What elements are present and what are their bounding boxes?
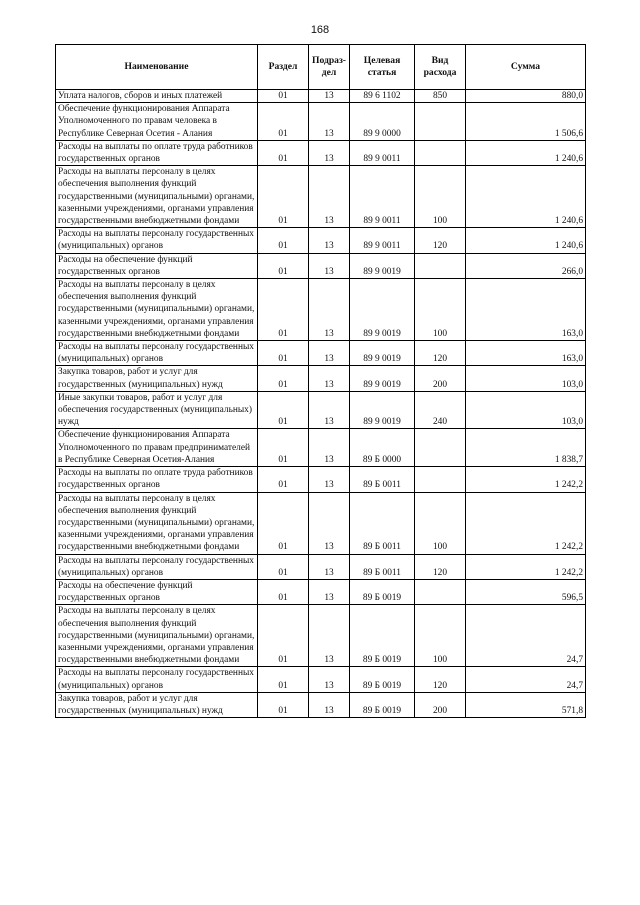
- cell-expense-type: 240: [415, 391, 466, 429]
- table-body: [56, 90, 586, 718]
- cell-subsection: 13: [309, 279, 350, 341]
- table-row: [56, 391, 586, 429]
- cell-target: 89 9 0000: [350, 103, 415, 141]
- cell-target: 89 9 0019: [350, 279, 415, 341]
- cell-name: Обеспечение функционирования Аппарата Уполномоченного по правам предпринимателей в Республике Северная Осетия-Алания: [56, 429, 258, 467]
- cell-name: Расходы на выплаты персоналу в целях обеспечения выполнения функций государственными (муниципальными) органами, казенными учреждениями, органами управления государственными внебюджетными фондами: [56, 605, 258, 667]
- cell-amount: 1 240,6: [466, 228, 586, 253]
- table-row: [56, 279, 586, 341]
- table-row: [56, 692, 586, 717]
- cell-name: Расходы на выплаты персоналу государственных (муниципальных) органов: [56, 554, 258, 579]
- cell-amount: 880,0: [466, 90, 586, 103]
- cell-expense-type: 120: [415, 554, 466, 579]
- cell-subsection: 13: [309, 253, 350, 278]
- cell-amount: 24,7: [466, 667, 586, 692]
- cell-expense-type: [415, 253, 466, 278]
- cell-subsection: 13: [309, 103, 350, 141]
- cell-amount: 24,7: [466, 605, 586, 667]
- cell-section: 01: [258, 554, 309, 579]
- cell-expense-type: [415, 429, 466, 467]
- cell-name: Расходы на выплаты персоналу государственных (муниципальных) органов: [56, 667, 258, 692]
- cell-target: 89 Б 0011: [350, 492, 415, 554]
- cell-target: 89 Б 0019: [350, 667, 415, 692]
- cell-subsection: 13: [309, 579, 350, 604]
- cell-section: 01: [258, 467, 309, 492]
- cell-name: Расходы на выплаты персоналу в целях обеспечения выполнения функций государственными (муниципальными) органами, казенными учреждениями, органами управления государственными внебюджетными фондами: [56, 166, 258, 228]
- cell-target: 89 Б 0019: [350, 692, 415, 717]
- cell-amount: 1 242,2: [466, 492, 586, 554]
- cell-expense-type: 200: [415, 366, 466, 391]
- cell-amount: 266,0: [466, 253, 586, 278]
- cell-subsection: 13: [309, 366, 350, 391]
- cell-subsection: 13: [309, 605, 350, 667]
- table-row: [56, 140, 586, 165]
- cell-subsection: 13: [309, 492, 350, 554]
- cell-subsection: 13: [309, 90, 350, 103]
- cell-target: 89 9 0019: [350, 341, 415, 366]
- cell-target: 89 9 0019: [350, 366, 415, 391]
- cell-name: Закупка товаров, работ и услуг для государственных (муниципальных) нужд: [56, 692, 258, 717]
- table-row: [56, 492, 586, 554]
- cell-target: 89 9 0011: [350, 140, 415, 165]
- cell-subsection: 13: [309, 554, 350, 579]
- table-row: [56, 366, 586, 391]
- cell-name: Закупка товаров, работ и услуг для государственных (муниципальных) нужд: [56, 366, 258, 391]
- cell-section: 01: [258, 279, 309, 341]
- cell-expense-type: [415, 579, 466, 604]
- cell-name: Обеспечение функционирования Аппарата Уполномоченного по правам человека в Республике Северная Осетия - Алания: [56, 103, 258, 141]
- cell-subsection: 13: [309, 692, 350, 717]
- cell-name: Уплата налогов, сборов и иных платежей: [56, 90, 258, 103]
- cell-expense-type: 100: [415, 279, 466, 341]
- cell-amount: 1 242,2: [466, 467, 586, 492]
- cell-expense-type: 100: [415, 492, 466, 554]
- table-row: [56, 467, 586, 492]
- cell-target: 89 Б 0011: [350, 467, 415, 492]
- table-row: [56, 554, 586, 579]
- cell-expense-type: [415, 467, 466, 492]
- cell-amount: 103,0: [466, 391, 586, 429]
- header-subsection: Подраз-дел: [309, 45, 350, 90]
- cell-name: Расходы на выплаты персоналу в целях обеспечения выполнения функций государственными (муниципальными) органами, казенными учреждениями, органами управления государственными внебюджетными фондами: [56, 492, 258, 554]
- cell-expense-type: [415, 140, 466, 165]
- cell-target: 89 Б 0011: [350, 554, 415, 579]
- header-target: Целевая статья: [350, 45, 415, 90]
- cell-target: 89 9 0011: [350, 228, 415, 253]
- cell-expense-type: [415, 103, 466, 141]
- cell-subsection: 13: [309, 467, 350, 492]
- cell-section: 01: [258, 103, 309, 141]
- cell-target: 89 Б 0019: [350, 605, 415, 667]
- cell-amount: 1 838,7: [466, 429, 586, 467]
- cell-name: Расходы на выплаты персоналу государственных (муниципальных) органов: [56, 228, 258, 253]
- cell-name: Расходы на выплаты персоналу государственных (муниципальных) органов: [56, 341, 258, 366]
- cell-expense-type: 850: [415, 90, 466, 103]
- page-number: 168: [310, 24, 330, 36]
- header-name: Наименование: [56, 45, 258, 90]
- cell-expense-type: 100: [415, 166, 466, 228]
- cell-target: 89 9 0019: [350, 253, 415, 278]
- table-row: [56, 253, 586, 278]
- cell-amount: 1 242,2: [466, 554, 586, 579]
- cell-subsection: 13: [309, 341, 350, 366]
- table-row: [56, 341, 586, 366]
- cell-name: Расходы на обеспечение функций государственных органов: [56, 253, 258, 278]
- cell-section: 01: [258, 90, 309, 103]
- cell-section: 01: [258, 492, 309, 554]
- cell-section: 01: [258, 366, 309, 391]
- cell-target: 89 9 0019: [350, 391, 415, 429]
- table-row: [56, 605, 586, 667]
- cell-amount: 571,8: [466, 692, 586, 717]
- cell-section: 01: [258, 228, 309, 253]
- cell-name: Расходы на выплаты персоналу в целях обеспечения выполнения функций государственными (муниципальными) органами, казенными учреждениями, органами управления государственными внебюджетными фондами: [56, 279, 258, 341]
- cell-subsection: 13: [309, 429, 350, 467]
- table-header-row: [56, 45, 586, 90]
- cell-amount: 1 506,6: [466, 103, 586, 141]
- cell-target: 89 6 1102: [350, 90, 415, 103]
- cell-section: 01: [258, 253, 309, 278]
- cell-name: Расходы на выплаты по оплате труда работников государственных органов: [56, 467, 258, 492]
- table-row: [56, 579, 586, 604]
- cell-section: 01: [258, 692, 309, 717]
- cell-name: Расходы на обеспечение функций государственных органов: [56, 579, 258, 604]
- table-row: [56, 90, 586, 103]
- cell-expense-type: 100: [415, 605, 466, 667]
- cell-subsection: 13: [309, 166, 350, 228]
- header-expense-type: Вид расхода: [415, 45, 466, 90]
- cell-target: 89 Б 0019: [350, 579, 415, 604]
- cell-amount: 163,0: [466, 341, 586, 366]
- cell-amount: 1 240,6: [466, 140, 586, 165]
- cell-subsection: 13: [309, 228, 350, 253]
- cell-expense-type: 200: [415, 692, 466, 717]
- cell-section: 01: [258, 140, 309, 165]
- cell-section: 01: [258, 166, 309, 228]
- cell-expense-type: 120: [415, 228, 466, 253]
- cell-section: 01: [258, 391, 309, 429]
- cell-subsection: 13: [309, 391, 350, 429]
- header-section: Раздел: [258, 45, 309, 90]
- cell-expense-type: 120: [415, 667, 466, 692]
- cell-amount: 1 240,6: [466, 166, 586, 228]
- cell-section: 01: [258, 605, 309, 667]
- cell-target: 89 Б 0000: [350, 429, 415, 467]
- cell-section: 01: [258, 341, 309, 366]
- table-row: [56, 228, 586, 253]
- table-row: [56, 667, 586, 692]
- cell-section: 01: [258, 579, 309, 604]
- table-row: [56, 166, 586, 228]
- cell-subsection: 13: [309, 140, 350, 165]
- cell-amount: 163,0: [466, 279, 586, 341]
- table-row: [56, 429, 586, 467]
- cell-section: 01: [258, 429, 309, 467]
- budget-table: [55, 44, 586, 718]
- table-row: [56, 103, 586, 141]
- cell-expense-type: 120: [415, 341, 466, 366]
- cell-name: Иные закупки товаров, работ и услуг для обеспечения государственных (муниципальных) нужд: [56, 391, 258, 429]
- cell-amount: 103,0: [466, 366, 586, 391]
- cell-target: 89 9 0011: [350, 166, 415, 228]
- cell-amount: 596,5: [466, 579, 586, 604]
- cell-name: Расходы на выплаты по оплате труда работников государственных органов: [56, 140, 258, 165]
- header-amount: Сумма: [466, 45, 586, 90]
- cell-subsection: 13: [309, 667, 350, 692]
- cell-section: 01: [258, 667, 309, 692]
